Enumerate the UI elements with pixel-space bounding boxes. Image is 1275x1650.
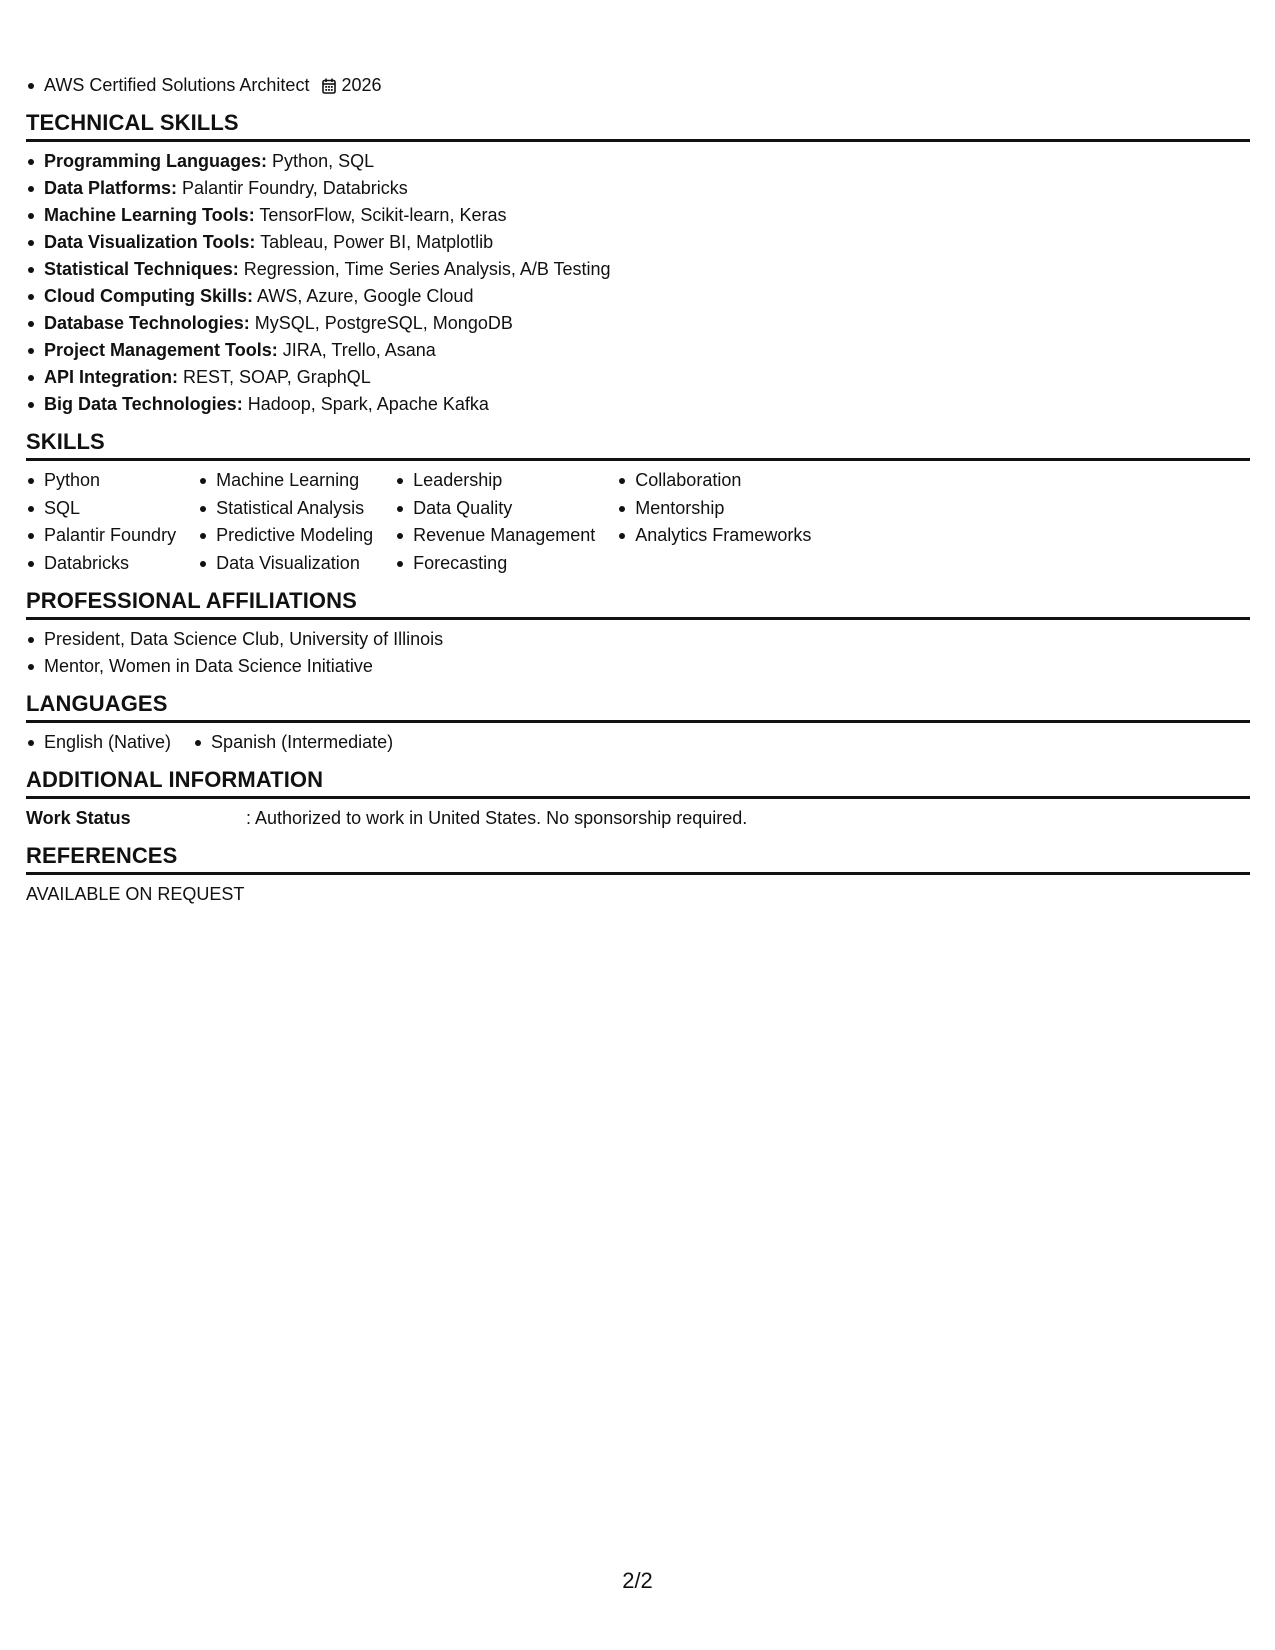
skill-category-label: API Integration: <box>44 367 178 387</box>
technical-skill-item <box>26 310 1250 337</box>
technical-skills-list <box>26 148 1250 418</box>
skill-item: Predictive Modeling <box>198 522 373 550</box>
skills-heading: SKILLS <box>26 418 1250 461</box>
skill-category-value: TensorFlow, Scikit-learn, Keras <box>259 205 507 225</box>
skill-category-value: Python, SQL <box>272 151 375 171</box>
language-item: English (Native) <box>26 729 171 756</box>
skill-category-label: Data Visualization Tools: <box>44 232 256 252</box>
skill-item: Data Visualization <box>198 550 373 578</box>
skills-column <box>617 467 811 577</box>
technical-skill-item <box>26 283 1250 310</box>
skill-item: Databricks <box>26 550 176 578</box>
skill-category-value: REST, SOAP, GraphQL <box>183 367 371 387</box>
technical-skill-item <box>26 175 1250 202</box>
certification-item <box>26 72 1250 99</box>
skill-item: SQL <box>26 495 176 523</box>
skills-grid <box>26 467 1250 577</box>
skills-column <box>198 467 373 577</box>
skill-category-label: Big Data Technologies: <box>44 394 243 414</box>
resume-page <box>26 72 1250 908</box>
page-number: 2/2 <box>622 1568 653 1593</box>
technical-skill-item <box>26 256 1250 283</box>
skill-category-label: Cloud Computing Skills: <box>44 286 253 306</box>
affiliations-list <box>26 626 1250 680</box>
skill-item: Analytics Frameworks <box>617 522 811 550</box>
references-text: AVAILABLE ON REQUEST <box>26 884 245 904</box>
certifications-list <box>26 72 1250 99</box>
additional-info-heading: ADDITIONAL INFORMATION <box>26 756 1250 799</box>
skills-column <box>26 467 176 577</box>
work-status-label: Work Status <box>26 808 131 828</box>
technical-skills-heading: TECHNICAL SKILLS <box>26 99 1250 142</box>
skill-category-value: Regression, Time Series Analysis, A/B Testing <box>243 259 611 279</box>
technical-skill-item <box>26 202 1250 229</box>
skill-item: Python <box>26 467 176 495</box>
affiliation-item: Mentor, Women in Data Science Initiative <box>26 653 1250 680</box>
skill-item: Revenue Management <box>395 522 595 550</box>
work-status-row <box>26 805 1250 832</box>
skill-category-value: JIRA, Trello, Asana <box>282 340 436 360</box>
skill-category-value: MySQL, PostgreSQL, MongoDB <box>254 313 513 333</box>
technical-skill-item <box>26 364 1250 391</box>
skill-item: Palantir Foundry <box>26 522 176 550</box>
skill-category-label: Statistical Techniques: <box>44 259 239 279</box>
references-heading: REFERENCES <box>26 832 1250 875</box>
skill-item: Leadership <box>395 467 595 495</box>
work-status-value: : Authorized to work in United States. No sponsorship required. <box>246 808 748 828</box>
languages-list <box>26 729 1250 756</box>
calendar-icon <box>322 78 336 94</box>
skill-item: Data Quality <box>395 495 595 523</box>
skill-category-value: Palantir Foundry, Databricks <box>182 178 408 198</box>
skill-category-label: Project Management Tools: <box>44 340 278 360</box>
skill-item: Forecasting <box>395 550 595 578</box>
skill-item: Statistical Analysis <box>198 495 373 523</box>
technical-skill-item <box>26 229 1250 256</box>
technical-skill-item <box>26 391 1250 418</box>
skill-item: Collaboration <box>617 467 811 495</box>
skill-category-value: Hadoop, Spark, Apache Kafka <box>247 394 489 414</box>
skill-category-label: Machine Learning Tools: <box>44 205 255 225</box>
skills-column <box>395 467 595 577</box>
skill-category-label: Data Platforms: <box>44 178 178 198</box>
certification-name: AWS Certified Solutions Architect <box>44 75 310 95</box>
skill-category-label: Database Technologies: <box>44 313 250 333</box>
technical-skill-item <box>26 337 1250 364</box>
technical-skill-item <box>26 148 1250 175</box>
skill-item: Machine Learning <box>198 467 373 495</box>
skill-category-value: Tableau, Power BI, Matplotlib <box>260 232 494 252</box>
certification-year: 2026 <box>341 75 382 95</box>
skill-category-value: AWS, Azure, Google Cloud <box>257 286 474 306</box>
language-item: Spanish (Intermediate) <box>193 729 393 756</box>
languages-heading: LANGUAGES <box>26 680 1250 723</box>
skill-item: Mentorship <box>617 495 811 523</box>
affiliations-heading: PROFESSIONAL AFFILIATIONS <box>26 577 1250 620</box>
skill-category-label: Programming Languages: <box>44 151 268 171</box>
affiliation-item: President, Data Science Club, University of Illinois <box>26 626 1250 653</box>
